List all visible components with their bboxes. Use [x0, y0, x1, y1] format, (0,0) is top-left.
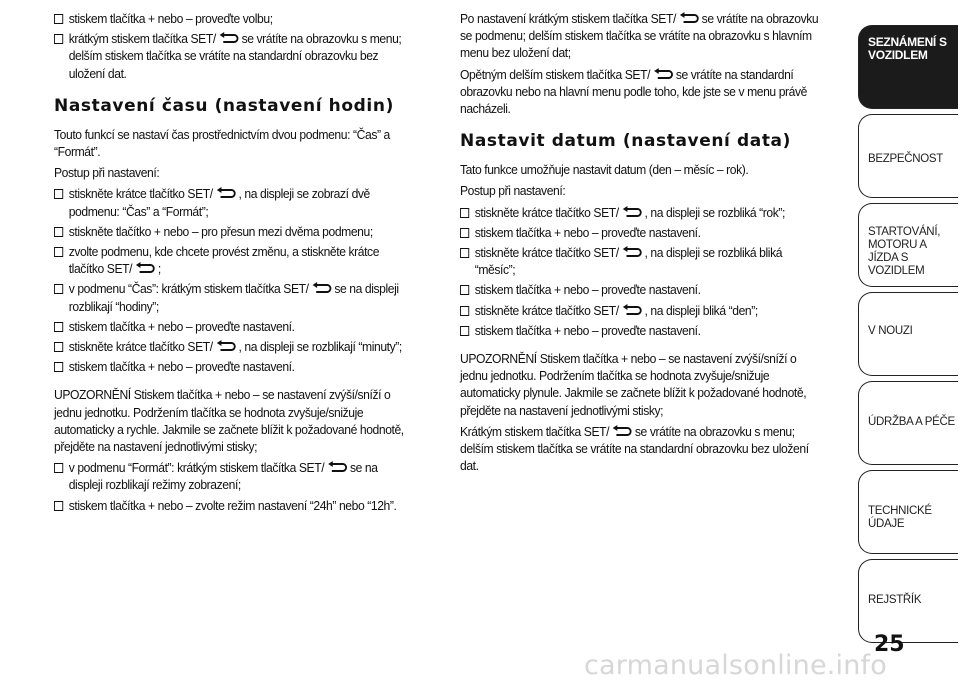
return-arrow-icon	[679, 12, 699, 24]
list-item: zvolte podmenu, kde chcete provést změnu, a stiskněte krátce tlačítko SET/ ;	[54, 243, 441, 277]
intro-text: Tato funkce umožňuje nastavit datum (den – měsíc – rok).	[460, 162, 749, 178]
return-arrow-icon	[612, 425, 632, 437]
paragraph: Po nastavení krátkým stiskem tlačítka SET/ se vrátíte na obrazovku se podmenu; delším stiskem tlačítka se vrátíte na obrazovku s hlavním menu bez uložení dat;	[460, 11, 819, 61]
tab-technicke-udaje[interactable]: TECHNICKÉ ÚDAJE	[858, 470, 958, 554]
bullet-square-icon	[54, 227, 63, 237]
tab-startovani[interactable]: STARTOVÁNÍ, MOTORU A JÍZDA S VOZIDLEM	[858, 203, 958, 287]
bullet-square-icon	[54, 362, 63, 372]
return-arrow-icon	[327, 461, 347, 473]
list-item: stiskem tlačítka + nebo – zvolte režim nastavení “24h” nebo “12h”.	[54, 497, 441, 514]
list-item: stiskněte krátce tlačítko SET/ , na displeji bliká “den”;	[460, 302, 846, 319]
list-item: stiskem tlačítka + nebo – proveďte volbu;	[54, 10, 441, 27]
bullet-square-icon	[54, 34, 63, 44]
bullet-square-icon	[460, 306, 469, 316]
page-number: 25	[874, 632, 905, 657]
chapter-tabs	[858, 0, 960, 686]
list-item: stiskem tlačítka + nebo – proveďte nastavení.	[460, 322, 846, 339]
paragraph: Opětným delším stiskem tlačítka SET/ se vrátíte na standardní obrazovku nebo na hlavní menu podle toho, kde jste se v menu právě nacházeli.	[460, 66, 808, 117]
list-item: stiskněte krátce tlačítko SET/ , na displeji se zobrazí dvě podmenu: “Čas” a “Formát”;	[54, 185, 441, 219]
return-arrow-icon	[216, 340, 236, 352]
return-arrow-icon	[622, 246, 642, 258]
bullet-square-icon	[54, 247, 63, 257]
bullet-square-icon	[460, 285, 469, 295]
bullet-square-icon	[460, 326, 469, 336]
bullet-square-icon	[460, 248, 469, 258]
section-heading-date: Nastavit datum (nastavení data)	[460, 131, 791, 152]
list-item: krátkým stiskem tlačítka SET/ se vrátíte na obrazovku s menu; delším stiskem tlačítka se vrátíte na standardní obrazovku bez uložení dat.	[54, 30, 441, 82]
list-item: stiskem tlačítka + nebo – proveďte nastavení.	[460, 224, 846, 241]
return-arrow-icon	[653, 68, 673, 80]
list-item: v podmenu “Formát”: krátkým stiskem tlačítka SET/ se na displeji rozblikají režimy zobrazení;	[54, 459, 441, 493]
return-arrow-icon	[216, 187, 236, 199]
procedure-label: Postup při nastavení:	[460, 183, 566, 199]
list-item: stiskněte krátce tlačítko SET/ , na displeji se rozblikají “minuty”;	[54, 338, 441, 355]
tab-rejstrik[interactable]: REJSTŘÍK	[858, 559, 958, 643]
list-item: stiskněte krátce tlačítko SET/ , na displeji se rozbliká bliká “měsíc”;	[460, 244, 846, 278]
bullet-square-icon	[54, 463, 63, 473]
tab-udrzba[interactable]: ÚDRŽBA A PÉČE	[858, 381, 958, 465]
intro-text: Touto funkcí se nastaví čas prostřednictvím dvou podmenu: “Čas” a “Formát”.	[54, 126, 390, 160]
left-column	[54, 10, 444, 517]
bullet-square-icon	[54, 322, 63, 332]
bullet-square-icon	[54, 501, 63, 511]
tab-seznameni[interactable]: SEZNÁMENÍ S VOZIDLEM	[858, 25, 958, 109]
warning-text: UPOZORNĚNÍ Stiskem tlačítka + nebo – se nastavení zvýší/sníží o jednu jednotku. Podržením tlačítka se hodnota zvyšuje/snižuje automaticky a rychle. Jakmile se začnete blížit k požadované hodnotě, přejděte na nastavení jednotlivými stisky;	[54, 387, 404, 455]
right-column	[460, 10, 848, 478]
bullet-square-icon	[54, 14, 63, 24]
bullet-square-icon	[54, 342, 63, 352]
return-arrow-icon	[622, 304, 642, 316]
tab-bezpecnost[interactable]: BEZPEČNOST	[858, 114, 958, 198]
tab-v-nouzi[interactable]: V NOUZI	[858, 292, 958, 376]
watermark: carmanualsonline.info	[584, 650, 887, 681]
procedure-label: Postup při nastavení:	[54, 165, 160, 181]
bullet-square-icon	[54, 189, 63, 199]
return-arrow-icon	[135, 262, 155, 274]
bullet-square-icon	[460, 208, 469, 218]
list-item: stiskněte krátce tlačítko SET/ , na displeji se rozbliká “rok”;	[460, 204, 846, 221]
bullet-square-icon	[54, 284, 63, 294]
list-item: stiskem tlačítka + nebo – proveďte nastavení.	[54, 358, 441, 375]
list-item: stiskem tlačítka + nebo – proveďte nastavení.	[54, 318, 441, 335]
section-heading-time: Nastavení času (nastavení hodin)	[54, 95, 394, 116]
warning-text: UPOZORNĚNÍ Stiskem tlačítka + nebo – se nastavení zvýší/sníží o jednu jednotku. Podržením tlačítka se hodnota zvyšuje/snižuje automaticky plynule. Jakmile se začnete blížit k požadované hodnotě, přejděte na nastavení jednotlivými stisky;	[460, 351, 807, 418]
return-arrow-icon	[219, 32, 239, 44]
return-arrow-icon	[311, 282, 331, 294]
list-item: stiskem tlačítka + nebo – proveďte nastavení.	[460, 281, 846, 298]
return-arrow-icon	[622, 206, 642, 218]
bullet-square-icon	[460, 228, 469, 238]
list-item: stiskněte tlačítko + nebo – pro přesun mezi dvěma podmenu;	[54, 223, 441, 240]
paragraph: Krátkým stiskem tlačítka SET/ se vrátíte na obrazovku s menu; delším stiskem tlačítka se vrátíte na standardní obrazovku bez uložení dat.	[460, 423, 809, 474]
list-item: v podmenu “Čas”: krátkým stiskem tlačítka SET/ se na displeji rozblikají “hodiny”;	[54, 280, 441, 314]
